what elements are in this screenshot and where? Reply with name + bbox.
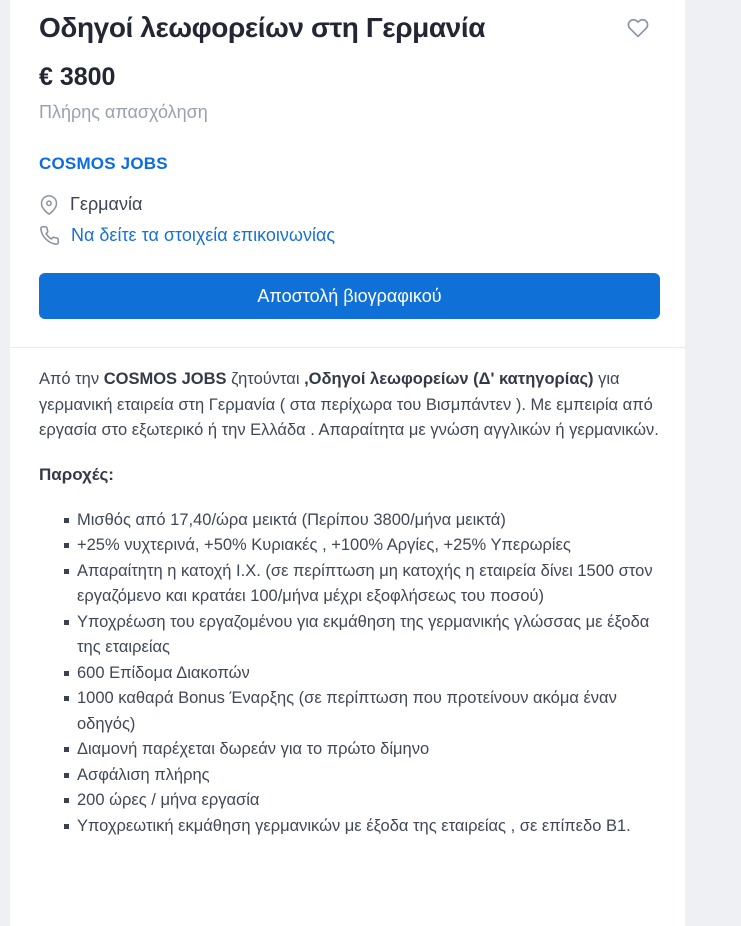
description-segment: COSMOS JOBS xyxy=(103,370,227,388)
job-title: Οδηγοί λεωφορείων στη Γερμανία xyxy=(39,12,486,43)
benefit-item: Απαραίτητη η κατοχή Ι.Χ. (σε περίπτωση μη κατοχής η εταιρεία δίνει 1500 στον εργαζόμενο και κρατάει 100/μήνα μέχρι εξοφλήσεως του ποσού) xyxy=(39,559,660,610)
description-segment: ,Οδηγοί λεωφορείων (Δ' κατηγορίας) xyxy=(304,370,594,388)
benefit-item: 200 ώρες / μήνα εργασία xyxy=(39,788,660,814)
job-card xyxy=(10,0,685,926)
description-segment: Από την xyxy=(39,370,104,388)
employment-type: Πλήρης απασχόληση xyxy=(39,102,208,122)
benefit-item: +25% νυχτερινά, +50% Κυριακές , +100% Αργίες, +25% Υπερωρίες xyxy=(39,533,660,559)
description-segment: ζητούνται xyxy=(226,370,305,388)
phone-icon xyxy=(39,225,60,246)
benefit-item: 1000 καθαρά Bonus Έναρξης (σε περίπτωση που προτείνουν ακόμα έναν οδηγός) xyxy=(39,686,660,737)
benefit-item: Υποχρέωση του εργαζομένου για εκμάθηση της γερμανικής γλώσσας με έξοδα της εταιρείας xyxy=(39,610,660,661)
benefit-item: 600 Επίδομα Διακοπών xyxy=(39,661,660,687)
benefit-item: Ασφάλιση πλήρης xyxy=(39,763,660,789)
apply-button[interactable]: Αποστολή βιογραφικού xyxy=(39,273,660,319)
map-pin-icon xyxy=(39,195,59,215)
salary: € 3800 xyxy=(39,63,116,91)
favorite-button[interactable] xyxy=(624,15,652,41)
location-row xyxy=(39,194,660,215)
benefit-item: Υποχρεωτική εκμάθηση γερμανικών με έξοδα της εταιρείας , σε επίπεδο Β1. xyxy=(39,814,660,840)
divider xyxy=(10,347,685,348)
benefits-heading: Παροχές: xyxy=(39,464,114,484)
location-label: Γερμανία xyxy=(70,194,143,214)
benefits-list xyxy=(39,508,660,840)
benefit-item: Διαμονή παρέχεται δωρεάν για το πρώτο δίμηνο xyxy=(39,737,660,763)
description-segment: για γερμανική εταιρεία στη Γερμανία ( στα περίχωρα του Βισμπάντεν ). Με εμπειρία από εργασία στο εξωτερικό ή την Ελλάδα . Απαραίτητα με γνώση αγγλικών ή γερμανικών. xyxy=(39,370,659,439)
company-link[interactable]: COSMOS JOBS xyxy=(39,154,168,173)
description-paragraph xyxy=(39,367,660,444)
heart-icon xyxy=(626,27,650,42)
job-header xyxy=(39,11,660,45)
contact-link[interactable]: Να δείτε τα στοιχεία επικοινωνίας xyxy=(71,225,336,245)
benefit-item: Μισθός από 17,40/ώρα μεικτά (Περίπου 3800/μήνα μεικτά) xyxy=(39,508,660,534)
contact-row xyxy=(39,225,660,246)
